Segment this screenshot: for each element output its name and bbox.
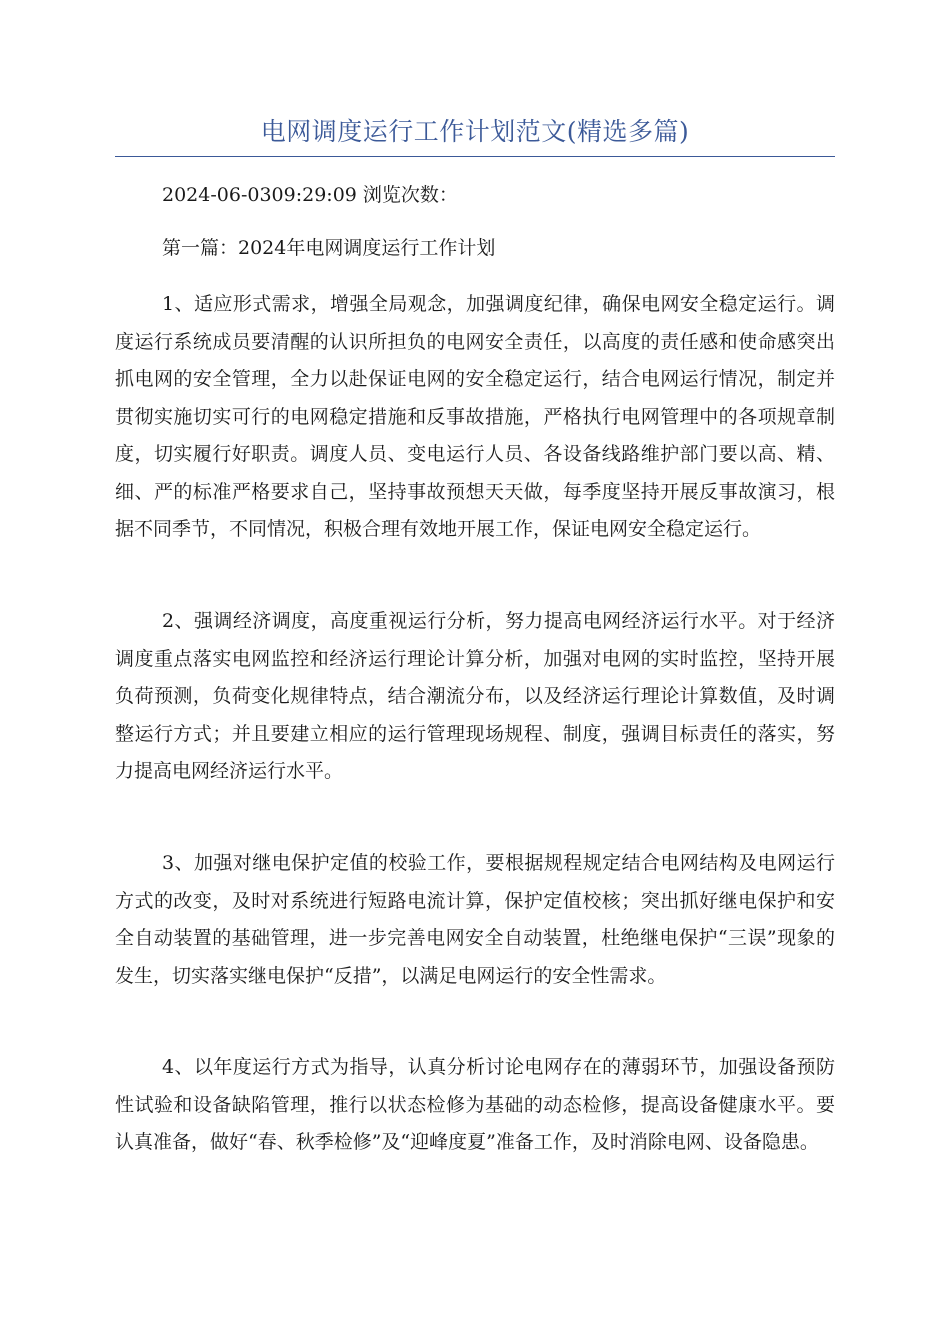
paragraph-2: 2、强调经济调度，高度重视运行分析，努力提高电网经济运行水平。对于经济调度重点落实电网监控和经济运行理论计算分析，加强对电网的实时监控，坚持开展负荷预测，负荷变化规律特点，结合潮流分布，以及经济运行理论计算数值，及时调整运行方式；并且要建立相应的运行管理现场规程、制度，强调目标责任的落实，努力提高电网经济运行水平。 xyxy=(115,610,835,782)
paragraph-4: 4、以年度运行方式为指导，认真分析讨论电网存在的薄弱环节，加强设备预防性试验和设备缺陷管理，推行以状态检修为基础的动态检修，提高设备健康水平。要认真准备，做好“春、秋季检修”及“迎峰度夏”准备工作，及时消除电网、设备隐患。 xyxy=(115,1056,835,1153)
section-heading: 第一篇：2024年电网调度运行工作计划 xyxy=(162,237,496,259)
document-title: 电网调度运行工作计划范文(精选多篇) xyxy=(260,117,690,146)
paragraph-3: 3、加强对继电保护定值的校验工作，要根据规程规定结合电网结构及电网运行方式的改变，及时对系统进行短路电流计算，保护定值校核；突出抓好继电保护和安全自动装置的基础管理，进一步完善电网安全自动装置，杜绝继电保护“三误”现象的发生，切实落实继电保护“反措”，以满足电网运行的安全性需求。 xyxy=(115,852,835,987)
meta-line: 2024-06-0309:29:09 浏览次数： xyxy=(162,184,458,206)
title-block xyxy=(115,112,835,157)
paragraph-1: 1、适应形式需求，增强全局观念，加强调度纪律，确保电网安全稳定运行。调度运行系统成员要清醒的认识所担负的电网安全责任，以高度的责任感和使命感突出抓电网的安全管理，全力以赴保证电网的安全稳定运行，结合电网运行情况，制定并贯彻实施切实可行的电网稳定措施和反事故措施，严格执行电网管理中的各项规章制度，切实履行好职责。调度人员、变电运行人员、各设备线路维护部门要以高、精、细、严的标准严格要求自己，坚持事故预想天天做，每季度坚持开展反事故演习，根据不同季节，不同情况，积极合理有效地开展工作，保证电网安全稳定运行。 xyxy=(115,293,835,540)
